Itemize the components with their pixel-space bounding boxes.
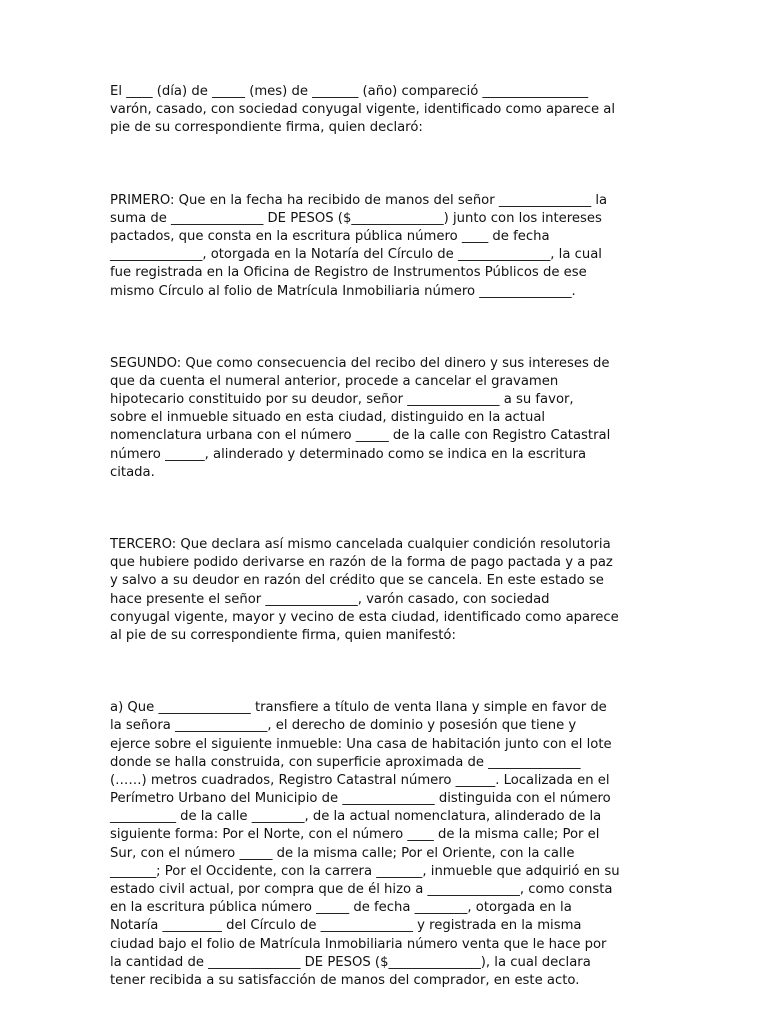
paragraph-intro	[110, 83, 658, 138]
text-line: estado civil actual, por compra que de él hizo a ______________, como consta	[110, 882, 613, 897]
text-line: siguiente forma: Por el Norte, con el número ____ de la misma calle; Por el	[110, 827, 600, 843]
text-line: TERCERO: Que declara así mismo cancelada cualquier condición resolutoria	[110, 537, 611, 552]
document-page	[110, 83, 658, 990]
text-line: hace presente el señor ______________, varón casado, con sociedad	[110, 591, 550, 607]
text-line: El ____ (día) de _____ (mes) de _______ (año) compareció ________________	[110, 84, 589, 99]
text-line: ciudad bajo el folio de Matrícula Inmobiliaria número venta que le hace por	[110, 936, 607, 952]
text-line: Notaría _________ del Círculo de ______________ y registrada en la misma	[110, 918, 582, 934]
text-line: que hubiere podido derivarse en razón de la forma de pago pactada y a paz	[110, 555, 613, 571]
text-line: Perímetro Urbano del Municipio de ______________ distinguida con el número	[110, 791, 611, 807]
text-line: pie de su correspondiente firma, quien declaró:	[110, 120, 423, 136]
text-line: varón, casado, con sociedad conyugal vigente, identificado como aparece al	[110, 102, 616, 118]
paragraph-tercero	[110, 536, 658, 645]
text-line: la cantidad de ______________ DE PESOS ($______________), la cual declara	[110, 954, 591, 970]
text-line: ejerce sobre el siguiente inmueble: Una casa de habitación junto con el lote	[110, 736, 612, 752]
text-line: mismo Círculo al folio de Matrícula Inmobiliaria número ______________.	[110, 283, 576, 299]
text-line: número ______, alinderado y determinado como se indica en la escritura	[110, 446, 587, 462]
text-line: SEGUNDO: Que como consecuencia del recibo del dinero y sus intereses de	[110, 355, 610, 371]
text-line: (……) metros cuadrados, Registro Catastral número ______. Localizada en el	[110, 772, 610, 788]
paragraph-primero	[110, 192, 658, 301]
text-line: tener recibida a su satisfacción de manos del comprador, en este acto.	[110, 972, 580, 988]
text-line: _______; Por el Occidente, con la carrera _______, inmueble que adquirió en su	[110, 863, 620, 879]
text-line: citada.	[110, 464, 155, 480]
text-line: suma de ______________ DE PESOS ($______________) junto con los intereses	[110, 210, 602, 226]
text-line: __________ de la calle ________, de la actual nomenclatura, alinderado de la	[110, 809, 602, 825]
text-line: sobre el inmueble situado en esta ciudad, distinguido en la actual	[110, 410, 546, 426]
text-line: PRIMERO: Que en la fecha ha recibido de manos del señor ______________ la	[110, 192, 608, 208]
text-line: en la escritura pública número _____ de fecha ________, otorgada en la	[110, 900, 572, 916]
text-line: conyugal vigente, mayor y vecino de esta ciudad, identificado como aparece	[110, 609, 619, 625]
text-line: la señora ______________, el derecho de dominio y posesión que tiene y	[110, 718, 577, 734]
text-line: al pie de su correspondiente firma, quien manifestó:	[110, 627, 456, 643]
text-line: y salvo a su deudor en razón del crédito que se cancela. En este estado se	[110, 573, 604, 589]
text-line: hipotecario constituido por su deudor, señor ______________ a su favor,	[110, 392, 574, 408]
text-line: donde se halla construida, con superficie aproximada de ______________	[110, 754, 581, 770]
paragraph-segundo	[110, 355, 658, 482]
text-line: que da cuenta el numeral anterior, procede a cancelar el gravamen	[110, 373, 559, 389]
text-line: pactados, que consta en la escritura pública número ____ de fecha	[110, 228, 550, 244]
text-line: a) Que ______________ transfiere a título de venta llana y simple en favor de	[110, 700, 607, 716]
text-line: fue registrada en la Oficina de Registro de Instrumentos Públicos de ese	[110, 265, 587, 281]
text-line: Sur, con el número _____ de la misma calle; Por el Oriente, con la calle	[110, 845, 575, 861]
text-line: nomenclatura urbana con el número _____ de la calle con Registro Catastral	[110, 428, 611, 444]
text-line: ______________, otorgada en la Notaría del Círculo de ______________, la cual	[110, 247, 602, 263]
paragraph-clause-a	[110, 699, 658, 990]
